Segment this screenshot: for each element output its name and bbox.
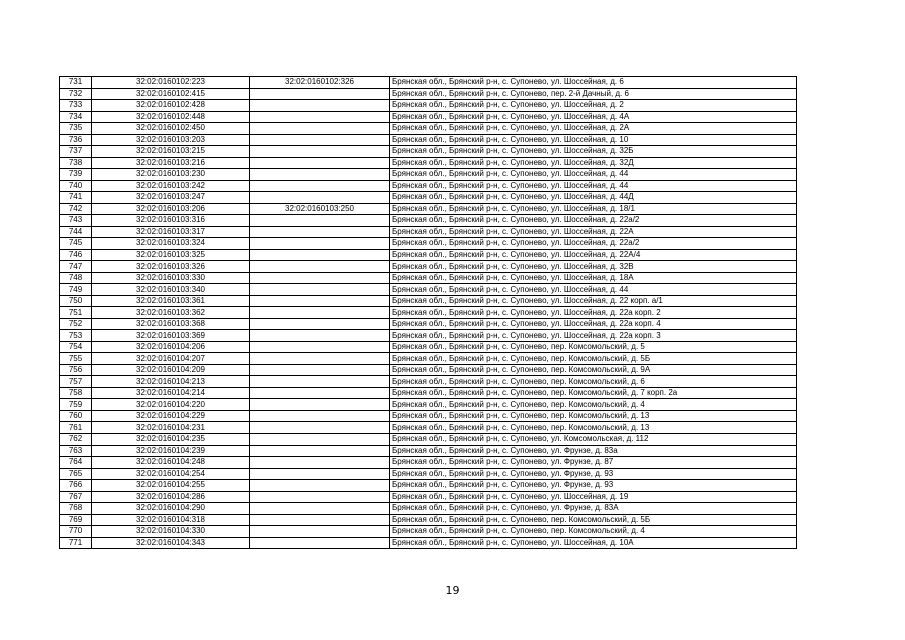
cadastral-number-cell: 32:02:0160104:330 bbox=[92, 526, 250, 538]
table-row bbox=[60, 295, 797, 307]
table-row bbox=[60, 134, 797, 146]
cadastral-number-cell: 32:02:0160103:215 bbox=[92, 146, 250, 158]
cadastral-number-cell: 32:02:0160103:361 bbox=[92, 295, 250, 307]
address-cell: Брянская обл., Брянский р-н, с. Супонево, ул. Шоссейная, д. 6 bbox=[390, 77, 797, 89]
cadastral-number-cell: 32:02:0160103:247 bbox=[92, 192, 250, 204]
table-row bbox=[60, 491, 797, 503]
table-row bbox=[60, 169, 797, 181]
address-cell: Брянская обл., Брянский р-н, с. Супонево, ул. Фрунзе, д. 93 bbox=[390, 468, 797, 480]
row-number-cell: 744 bbox=[60, 226, 92, 238]
address-cell: Брянская обл., Брянский р-н, с. Супонево, пер. Комсомольский, д. 7 корп. 2а bbox=[390, 387, 797, 399]
address-cell: Брянская обл., Брянский р-н, с. Супонево, пер. Комсомольский, д. 13 bbox=[390, 410, 797, 422]
table-body bbox=[60, 77, 797, 549]
address-cell: Брянская обл., Брянский р-н, с. Супонево, ул. Шоссейная, д. 18А bbox=[390, 272, 797, 284]
cadastral-number-cell: 32:02:0160104:254 bbox=[92, 468, 250, 480]
row-number-cell: 737 bbox=[60, 146, 92, 158]
table-row bbox=[60, 192, 797, 204]
address-cell: Брянская обл., Брянский р-н, с. Супонево, ул. Фрунзе, д. 87 bbox=[390, 457, 797, 469]
related-cadastral-number-cell bbox=[250, 111, 390, 123]
row-number-cell: 746 bbox=[60, 249, 92, 261]
address-cell: Брянская обл., Брянский р-н, с. Супонево, ул. Шоссейная, д. 2А bbox=[390, 123, 797, 135]
table-row bbox=[60, 111, 797, 123]
cadastral-number-cell: 32:02:0160102:428 bbox=[92, 100, 250, 112]
table-row bbox=[60, 387, 797, 399]
cadastral-number-cell: 32:02:0160104:343 bbox=[92, 537, 250, 549]
related-cadastral-number-cell bbox=[250, 272, 390, 284]
related-cadastral-number-cell bbox=[250, 215, 390, 227]
cadastral-number-cell: 32:02:0160104:248 bbox=[92, 457, 250, 469]
cadastral-number-cell: 32:02:0160103:368 bbox=[92, 318, 250, 330]
address-cell: Брянская обл., Брянский р-н, с. Супонево, ул. Шоссейная, д. 32В bbox=[390, 261, 797, 273]
row-number-cell: 760 bbox=[60, 410, 92, 422]
address-cell: Брянская обл., Брянский р-н, с. Супонево, ул. Шоссейная, д. 10 bbox=[390, 134, 797, 146]
table-row bbox=[60, 399, 797, 411]
address-cell: Брянская обл., Брянский р-н, с. Супонево, ул. Шоссейная, д. 22 корп. а/1 bbox=[390, 295, 797, 307]
cadastral-number-cell: 32:02:0160102:415 bbox=[92, 88, 250, 100]
row-number-cell: 749 bbox=[60, 284, 92, 296]
row-number-cell: 733 bbox=[60, 100, 92, 112]
table-row bbox=[60, 157, 797, 169]
related-cadastral-number-cell bbox=[250, 503, 390, 515]
table-row bbox=[60, 457, 797, 469]
row-number-cell: 745 bbox=[60, 238, 92, 250]
cadastral-number-cell: 32:02:0160103:326 bbox=[92, 261, 250, 273]
table-row bbox=[60, 433, 797, 445]
row-number-cell: 765 bbox=[60, 468, 92, 480]
table-row bbox=[60, 445, 797, 457]
address-cell: Брянская обл., Брянский р-н, с. Супонево, ул. Шоссейная, д. 22а/2 bbox=[390, 215, 797, 227]
cadastral-number-cell: 32:02:0160104:206 bbox=[92, 341, 250, 353]
cadastral-number-cell: 32:02:0160104:255 bbox=[92, 480, 250, 492]
row-number-cell: 743 bbox=[60, 215, 92, 227]
cadastral-number-cell: 32:02:0160103:369 bbox=[92, 330, 250, 342]
table-row bbox=[60, 238, 797, 250]
row-number-cell: 736 bbox=[60, 134, 92, 146]
address-cell: Брянская обл., Брянский р-н, с. Супонево, пер. Комсомольский, д. 9А bbox=[390, 364, 797, 376]
row-number-cell: 738 bbox=[60, 157, 92, 169]
row-number-cell: 767 bbox=[60, 491, 92, 503]
address-cell: Брянская обл., Брянский р-н, с. Супонево, ул. Шоссейная, д. 4А bbox=[390, 111, 797, 123]
related-cadastral-number-cell bbox=[250, 410, 390, 422]
related-cadastral-number-cell: 32:02:0160103:250 bbox=[250, 203, 390, 215]
address-cell: Брянская обл., Брянский р-н, с. Супонево, ул. Шоссейная, д. 44 bbox=[390, 284, 797, 296]
related-cadastral-number-cell bbox=[250, 100, 390, 112]
table-row bbox=[60, 514, 797, 526]
address-cell: Брянская обл., Брянский р-н, с. Супонево, пер. Комсомольский, д. 5 bbox=[390, 341, 797, 353]
cadastral-number-cell: 32:02:0160103:340 bbox=[92, 284, 250, 296]
address-cell: Брянская обл., Брянский р-н, с. Супонево, ул. Шоссейная, д. 22а корп. 3 bbox=[390, 330, 797, 342]
related-cadastral-number-cell bbox=[250, 468, 390, 480]
row-number-cell: 769 bbox=[60, 514, 92, 526]
related-cadastral-number-cell bbox=[250, 169, 390, 181]
table-row bbox=[60, 353, 797, 365]
cadastral-number-cell: 32:02:0160102:223 bbox=[92, 77, 250, 89]
cadastral-number-cell: 32:02:0160104:286 bbox=[92, 491, 250, 503]
cadastral-number-cell: 32:02:0160104:235 bbox=[92, 433, 250, 445]
row-number-cell: 759 bbox=[60, 399, 92, 411]
table-row bbox=[60, 422, 797, 434]
row-number-cell: 755 bbox=[60, 353, 92, 365]
related-cadastral-number-cell bbox=[250, 514, 390, 526]
table-row bbox=[60, 376, 797, 388]
table-row bbox=[60, 100, 797, 112]
cadastral-number-cell: 32:02:0160103:317 bbox=[92, 226, 250, 238]
related-cadastral-number-cell bbox=[250, 353, 390, 365]
address-cell: Брянская обл., Брянский р-н, с. Супонево, пер. Комсомольский, д. 5Б bbox=[390, 353, 797, 365]
cadastral-number-cell: 32:02:0160104:229 bbox=[92, 410, 250, 422]
row-number-cell: 753 bbox=[60, 330, 92, 342]
address-cell: Брянская обл., Брянский р-н, с. Супонево, ул. Шоссейная, д. 22а корп. 4 bbox=[390, 318, 797, 330]
related-cadastral-number-cell bbox=[250, 295, 390, 307]
related-cadastral-number-cell bbox=[250, 376, 390, 388]
cadastral-number-cell: 32:02:0160103:206 bbox=[92, 203, 250, 215]
related-cadastral-number-cell bbox=[250, 238, 390, 250]
related-cadastral-number-cell bbox=[250, 123, 390, 135]
table-row bbox=[60, 123, 797, 135]
address-cell: Брянская обл., Брянский р-н, с. Супонево, ул. Шоссейная, д. 22А/4 bbox=[390, 249, 797, 261]
row-number-cell: 731 bbox=[60, 77, 92, 89]
address-cell: Брянская обл., Брянский р-н, с. Супонево, ул. Шоссейная, д. 44 bbox=[390, 169, 797, 181]
row-number-cell: 735 bbox=[60, 123, 92, 135]
address-cell: Брянская обл., Брянский р-н, с. Супонево, пер. Комсомольский, д. 5Б bbox=[390, 514, 797, 526]
related-cadastral-number-cell bbox=[250, 537, 390, 549]
address-cell: Брянская обл., Брянский р-н, с. Супонево, пер. 2-й Дачный, д. 6 bbox=[390, 88, 797, 100]
related-cadastral-number-cell bbox=[250, 480, 390, 492]
address-cell: Брянская обл., Брянский р-н, с. Супонево, ул. Фрунзе, д. 93 bbox=[390, 480, 797, 492]
table-row bbox=[60, 261, 797, 273]
row-number-cell: 739 bbox=[60, 169, 92, 181]
cadastral-number-cell: 32:02:0160103:362 bbox=[92, 307, 250, 319]
row-number-cell: 741 bbox=[60, 192, 92, 204]
cadastral-number-cell: 32:02:0160102:448 bbox=[92, 111, 250, 123]
row-number-cell: 742 bbox=[60, 203, 92, 215]
row-number-cell: 762 bbox=[60, 433, 92, 445]
address-cell: Брянская обл., Брянский р-н, с. Супонево, ул. Шоссейная, д. 10А bbox=[390, 537, 797, 549]
related-cadastral-number-cell bbox=[250, 433, 390, 445]
row-number-cell: 752 bbox=[60, 318, 92, 330]
row-number-cell: 763 bbox=[60, 445, 92, 457]
cadastral-number-cell: 32:02:0160104:207 bbox=[92, 353, 250, 365]
address-cell: Брянская обл., Брянский р-н, с. Супонево, ул. Шоссейная, д. 2 bbox=[390, 100, 797, 112]
related-cadastral-number-cell bbox=[250, 180, 390, 192]
table-row bbox=[60, 526, 797, 538]
address-cell: Брянская обл., Брянский р-н, с. Супонево, ул. Шоссейная, д. 18/1 bbox=[390, 203, 797, 215]
cadastral-number-cell: 32:02:0160104:214 bbox=[92, 387, 250, 399]
row-number-cell: 754 bbox=[60, 341, 92, 353]
address-cell: Брянская обл., Брянский р-н, с. Супонево, ул. Фрунзе, д. 83а bbox=[390, 445, 797, 457]
row-number-cell: 734 bbox=[60, 111, 92, 123]
related-cadastral-number-cell bbox=[250, 491, 390, 503]
related-cadastral-number-cell bbox=[250, 399, 390, 411]
table-row bbox=[60, 215, 797, 227]
row-number-cell: 771 bbox=[60, 537, 92, 549]
row-number-cell: 770 bbox=[60, 526, 92, 538]
table-row bbox=[60, 503, 797, 515]
related-cadastral-number-cell bbox=[250, 249, 390, 261]
table-row bbox=[60, 410, 797, 422]
related-cadastral-number-cell bbox=[250, 318, 390, 330]
related-cadastral-number-cell bbox=[250, 387, 390, 399]
address-cell: Брянская обл., Брянский р-н, с. Супонево, ул. Шоссейная, д. 22а корп. 2 bbox=[390, 307, 797, 319]
table-row bbox=[60, 480, 797, 492]
address-cell: Брянская обл., Брянский р-н, с. Супонево, ул. Комсомольская, д. 112 bbox=[390, 433, 797, 445]
cadastral-number-cell: 32:02:0160103:325 bbox=[92, 249, 250, 261]
row-number-cell: 766 bbox=[60, 480, 92, 492]
cadastral-number-cell: 32:02:0160104:231 bbox=[92, 422, 250, 434]
table-row bbox=[60, 284, 797, 296]
address-cell: Брянская обл., Брянский р-н, с. Супонево, ул. Шоссейная, д. 32Д bbox=[390, 157, 797, 169]
address-cell: Брянская обл., Брянский р-н, с. Супонево, ул. Шоссейная, д. 19 bbox=[390, 491, 797, 503]
related-cadastral-number-cell bbox=[250, 422, 390, 434]
cadastral-number-cell: 32:02:0160103:203 bbox=[92, 134, 250, 146]
related-cadastral-number-cell bbox=[250, 261, 390, 273]
address-cell: Брянская обл., Брянский р-н, с. Супонево, ул. Шоссейная, д. 22А bbox=[390, 226, 797, 238]
row-number-cell: 768 bbox=[60, 503, 92, 515]
cadastral-number-cell: 32:02:0160103:330 bbox=[92, 272, 250, 284]
row-number-cell: 732 bbox=[60, 88, 92, 100]
table-row bbox=[60, 77, 797, 89]
row-number-cell: 764 bbox=[60, 457, 92, 469]
cadastral-number-cell: 32:02:0160104:220 bbox=[92, 399, 250, 411]
row-number-cell: 756 bbox=[60, 364, 92, 376]
cadastral-number-cell: 32:02:0160104:209 bbox=[92, 364, 250, 376]
related-cadastral-number-cell: 32:02:0160102:326 bbox=[250, 77, 390, 89]
cadastral-number-cell: 32:02:0160103:242 bbox=[92, 180, 250, 192]
table-row bbox=[60, 468, 797, 480]
address-cell: Брянская обл., Брянский р-н, с. Супонево, пер. Комсомольский, д. 6 bbox=[390, 376, 797, 388]
row-number-cell: 740 bbox=[60, 180, 92, 192]
table-row bbox=[60, 146, 797, 158]
address-cell: Брянская обл., Брянский р-н, с. Супонево, ул. Фрунзе, д. 83А bbox=[390, 503, 797, 515]
row-number-cell: 747 bbox=[60, 261, 92, 273]
address-cell: Брянская обл., Брянский р-н, с. Супонево, ул. Шоссейная, д. 44 bbox=[390, 180, 797, 192]
cadastral-number-cell: 32:02:0160103:230 bbox=[92, 169, 250, 181]
related-cadastral-number-cell bbox=[250, 146, 390, 158]
cadastral-number-cell: 32:02:0160104:213 bbox=[92, 376, 250, 388]
row-number-cell: 758 bbox=[60, 387, 92, 399]
table-row bbox=[60, 364, 797, 376]
address-cell: Брянская обл., Брянский р-н, с. Супонево, ул. Шоссейная, д. 44Д bbox=[390, 192, 797, 204]
related-cadastral-number-cell bbox=[250, 226, 390, 238]
table-row bbox=[60, 537, 797, 549]
table-row bbox=[60, 249, 797, 261]
cadastral-number-cell: 32:02:0160104:239 bbox=[92, 445, 250, 457]
related-cadastral-number-cell bbox=[250, 445, 390, 457]
row-number-cell: 750 bbox=[60, 295, 92, 307]
related-cadastral-number-cell bbox=[250, 192, 390, 204]
address-cell: Брянская обл., Брянский р-н, с. Супонево, пер. Комсомольский, д. 13 bbox=[390, 422, 797, 434]
cadastral-number-cell: 32:02:0160103:324 bbox=[92, 238, 250, 250]
related-cadastral-number-cell bbox=[250, 284, 390, 296]
related-cadastral-number-cell bbox=[250, 330, 390, 342]
cadastral-number-cell: 32:02:0160104:318 bbox=[92, 514, 250, 526]
table-row bbox=[60, 307, 797, 319]
related-cadastral-number-cell bbox=[250, 457, 390, 469]
cadastral-register-table bbox=[59, 76, 797, 549]
related-cadastral-number-cell bbox=[250, 307, 390, 319]
cadastral-number-cell: 32:02:0160103:316 bbox=[92, 215, 250, 227]
table-row bbox=[60, 318, 797, 330]
cadastral-number-cell: 32:02:0160103:216 bbox=[92, 157, 250, 169]
related-cadastral-number-cell bbox=[250, 364, 390, 376]
cadastral-number-cell: 32:02:0160104:290 bbox=[92, 503, 250, 515]
table-row bbox=[60, 226, 797, 238]
row-number-cell: 757 bbox=[60, 376, 92, 388]
cadastral-number-cell: 32:02:0160102:450 bbox=[92, 123, 250, 135]
table-row bbox=[60, 341, 797, 353]
address-cell: Брянская обл., Брянский р-н, с. Супонево, ул. Шоссейная, д. 32Б bbox=[390, 146, 797, 158]
related-cadastral-number-cell bbox=[250, 341, 390, 353]
table-row bbox=[60, 203, 797, 215]
page-number: 19 bbox=[445, 584, 460, 597]
address-cell: Брянская обл., Брянский р-н, с. Супонево, пер. Комсомольский, д. 4 bbox=[390, 399, 797, 411]
row-number-cell: 748 bbox=[60, 272, 92, 284]
table-row bbox=[60, 88, 797, 100]
related-cadastral-number-cell bbox=[250, 157, 390, 169]
related-cadastral-number-cell bbox=[250, 134, 390, 146]
row-number-cell: 761 bbox=[60, 422, 92, 434]
table-row bbox=[60, 180, 797, 192]
table-row bbox=[60, 272, 797, 284]
related-cadastral-number-cell bbox=[250, 88, 390, 100]
address-cell: Брянская обл., Брянский р-н, с. Супонево, ул. Шоссейная, д. 22а/2 bbox=[390, 238, 797, 250]
table-row bbox=[60, 330, 797, 342]
address-cell: Брянская обл., Брянский р-н, с. Супонево, пер. Комсомольский, д. 4 bbox=[390, 526, 797, 538]
related-cadastral-number-cell bbox=[250, 526, 390, 538]
row-number-cell: 751 bbox=[60, 307, 92, 319]
